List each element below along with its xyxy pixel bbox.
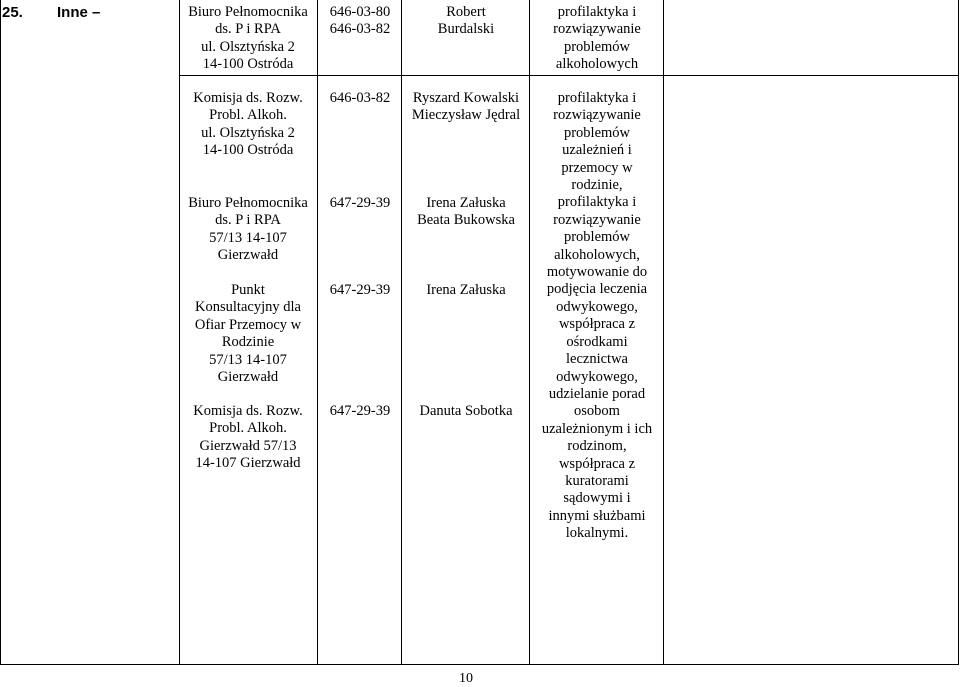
entry-2-persons bbox=[404, 195, 528, 230]
text-line: uzależnień i bbox=[562, 142, 632, 159]
phone-number: 646-03-82 bbox=[329, 21, 391, 38]
top-persons bbox=[404, 4, 528, 39]
column-divider-4 bbox=[529, 0, 530, 664]
text-line: 14-107 Gierzwałd bbox=[195, 455, 301, 472]
text-line: sądowymi i bbox=[563, 490, 631, 507]
phone-number: 647-29-39 bbox=[329, 195, 391, 211]
entry-3-phone bbox=[320, 282, 400, 299]
entry-4-institution bbox=[182, 403, 314, 473]
person-name: Burdalski bbox=[437, 21, 495, 38]
text-line: kuratorami bbox=[565, 472, 629, 489]
person-name: Danuta Sobotka bbox=[419, 403, 513, 419]
text-line: alkoholowych bbox=[555, 56, 639, 73]
text-line: rodzinom, bbox=[567, 438, 627, 455]
text-line: ds. P i RPA bbox=[215, 212, 281, 229]
text-line: profilaktyka i bbox=[557, 90, 637, 106]
text-line: problemów bbox=[563, 124, 631, 141]
text-line: profilaktyka i bbox=[557, 194, 637, 211]
table-border-left bbox=[0, 0, 1, 664]
entry-2-phone bbox=[320, 195, 400, 212]
phone-number: 646-03-82 bbox=[329, 90, 391, 106]
text-line: odwykowego, bbox=[556, 368, 638, 385]
person-name: Ryszard Kowalski bbox=[412, 90, 520, 106]
text-line: Gierzwałd bbox=[217, 247, 279, 264]
text-line: Ofiar Przemocy w bbox=[194, 316, 302, 333]
text-line: uzależnionym i ich bbox=[541, 420, 653, 437]
text-line: Gierzwałd 57/13 bbox=[199, 437, 297, 454]
row-number: 25. bbox=[2, 4, 23, 21]
text-line: osobom bbox=[574, 403, 620, 420]
column-divider-2 bbox=[317, 0, 318, 664]
top-institution bbox=[182, 4, 314, 74]
text-line: Probl. Alkoh. bbox=[209, 107, 287, 124]
text-line: lecznictwa bbox=[566, 351, 628, 368]
text-line: współpraca z bbox=[558, 455, 636, 472]
person-name: Mieczysław Jędral bbox=[411, 107, 521, 124]
entry-4-phone bbox=[320, 403, 400, 420]
text-line: 57/13 14-107 bbox=[209, 229, 287, 246]
text-line: Komisja ds. Rozw. bbox=[193, 90, 303, 106]
phone-number: 646-03-80 bbox=[329, 4, 391, 20]
text-line: profilaktyka i bbox=[557, 4, 637, 20]
text-line: współpraca z bbox=[558, 316, 636, 333]
page-number: 10 bbox=[459, 671, 473, 686]
text-line: Konsultacyjny dla bbox=[195, 299, 301, 316]
text-line: Punkt bbox=[231, 282, 265, 298]
entry-1-institution bbox=[182, 90, 314, 160]
text-line: innymi służbami bbox=[548, 507, 646, 524]
person-name: Beata Bukowska bbox=[417, 212, 515, 229]
entry-1-persons bbox=[404, 90, 528, 125]
text-line: rozwiązywanie bbox=[553, 107, 641, 124]
text-line: ds. P i RPA bbox=[215, 21, 281, 38]
column-divider-5 bbox=[663, 0, 664, 664]
text-line: Rodzinie bbox=[221, 334, 275, 351]
column-divider-3 bbox=[401, 0, 402, 664]
text-line: problemów bbox=[563, 38, 631, 55]
person-name: Robert bbox=[446, 4, 486, 20]
text-line: ul. Olsztyńska 2 bbox=[201, 38, 295, 55]
text-line: Gierzwałd bbox=[217, 369, 279, 386]
entry-4-persons bbox=[404, 403, 528, 420]
text-line: rozwiązywanie bbox=[553, 211, 641, 228]
text-line: przemocy w bbox=[561, 159, 633, 176]
text-line: 14-100 Ostróda bbox=[202, 56, 294, 73]
text-line: odwykowego, bbox=[556, 298, 638, 315]
top-phones bbox=[320, 4, 400, 39]
text-line: udzielanie porad bbox=[548, 385, 646, 402]
text-line: 14-100 Ostróda bbox=[202, 142, 294, 159]
entry-1-phone bbox=[320, 90, 400, 107]
entry-3-institution bbox=[182, 282, 314, 386]
text-line: 57/13 14-107 bbox=[209, 351, 287, 368]
top-activity bbox=[532, 4, 662, 74]
text-line: Biuro Pełnomocnika bbox=[188, 4, 308, 20]
text-line: podjęcia leczenia bbox=[546, 281, 648, 298]
row-divider bbox=[179, 75, 959, 76]
phone-number: 647-29-39 bbox=[329, 282, 391, 298]
text-line: ul. Olsztyńska 2 bbox=[201, 124, 295, 141]
table-border-right bbox=[958, 0, 959, 664]
column-divider-1 bbox=[179, 0, 180, 664]
person-name: Irena Załuska bbox=[426, 195, 506, 211]
text-line: ośrodkami bbox=[566, 333, 628, 350]
entry-2-institution bbox=[182, 195, 314, 265]
text-line: problemów bbox=[563, 229, 631, 246]
person-name: Irena Załuska bbox=[426, 282, 506, 298]
phone-number: 647-29-39 bbox=[329, 403, 391, 419]
row-category: Inne – bbox=[57, 4, 101, 21]
text-line: Komisja ds. Rozw. bbox=[193, 403, 303, 419]
text-line: lokalnymi. bbox=[565, 525, 629, 542]
text-line: motywowanie do bbox=[546, 264, 648, 281]
entry-3-persons bbox=[404, 282, 528, 299]
text-line: Biuro Pełnomocnika bbox=[188, 195, 308, 211]
text-line: Probl. Alkoh. bbox=[209, 420, 287, 437]
shared-activity bbox=[532, 90, 662, 543]
text-line: rozwiązywanie bbox=[553, 21, 641, 38]
text-line: alkoholowych, bbox=[554, 246, 640, 263]
text-line: rodzinie, bbox=[571, 177, 623, 194]
table-border-bottom bbox=[0, 664, 959, 665]
